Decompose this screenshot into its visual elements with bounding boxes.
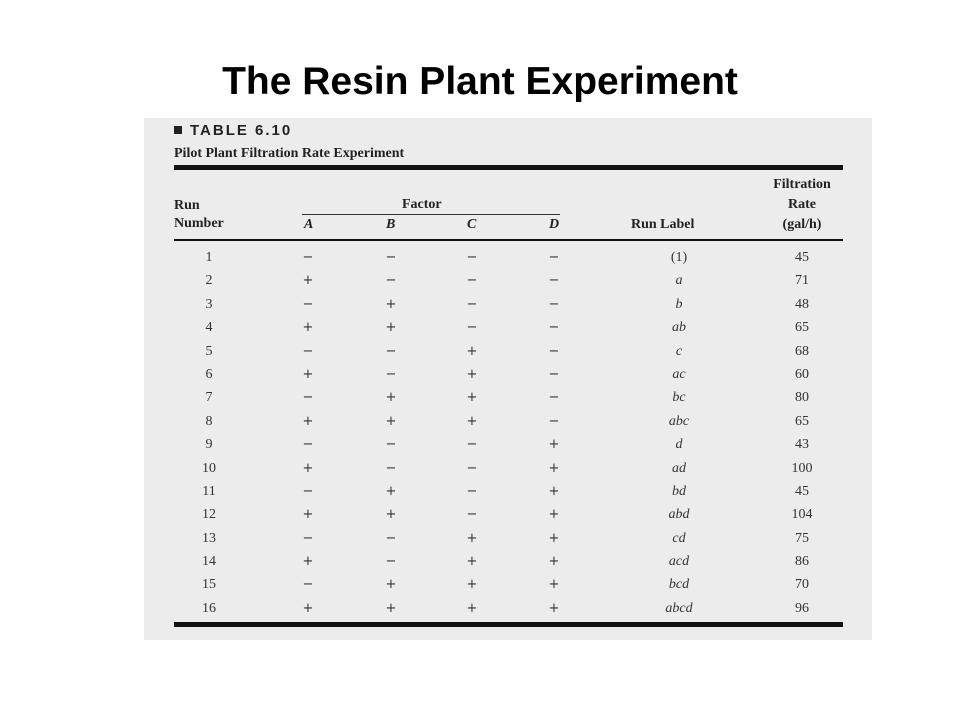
filtration-rate: 104 [791,507,813,523]
filtration-rate: 100 [791,460,813,476]
table-row [144,363,872,386]
table-row [144,457,872,480]
table-row [144,573,872,596]
filtration-rate: 43 [795,437,809,453]
filtration-rate: 68 [795,343,809,359]
bullet-square-icon [174,126,182,134]
factor-c-level: + [466,530,478,546]
run-label: b [675,296,683,312]
run-number: 10 [202,460,216,476]
factor-c-level: − [466,483,478,499]
filtration-rate: 45 [795,250,809,265]
filtration-rate: 86 [795,554,809,570]
run-number: 3 [205,296,213,312]
top-rule [174,165,843,170]
run-number: 6 [205,366,213,382]
table-row [144,410,872,433]
factor-d-level: − [548,343,560,359]
run-number: 16 [202,600,216,616]
factor-b-level: + [385,507,397,523]
table-row [144,340,872,363]
table-number-text: TABLE 6.10 [190,122,293,139]
factor-c-level: − [466,460,478,476]
factor-b-level: − [385,460,397,476]
factor-b-level: + [385,390,397,406]
factor-a-level: + [302,320,314,336]
factor-c-level: + [466,600,478,616]
run-number: 12 [202,507,216,523]
run-label: d [675,437,683,453]
factor-d-level: + [548,554,560,570]
factor-b-level: − [385,366,397,382]
factor-a-level: + [302,554,314,570]
factor-a-level: − [302,437,314,453]
table-number [174,122,292,139]
header-factor-c: C [467,217,477,232]
header-run-label: Run Label [631,217,695,232]
factor-c-level: + [466,413,478,429]
factor-d-level: + [548,530,560,546]
run-number: 14 [202,554,216,570]
filtration-rate: 65 [795,413,809,429]
factor-a-level: − [302,250,314,265]
factor-a-level: − [302,483,314,499]
factor-c-level: + [466,554,478,570]
factor-b-level: + [385,577,397,593]
run-label: bd [672,483,686,499]
factor-a-level: − [302,530,314,546]
run-label: abc [668,413,690,429]
table-row [144,293,872,316]
factor-d-level: − [548,320,560,336]
run-label: bcd [668,577,690,593]
header-factor: Factor [402,197,442,212]
run-number: 4 [205,320,213,336]
run-label: ab [672,320,686,336]
factor-d-level: − [548,390,560,406]
table-row [144,246,872,269]
table-row [144,503,872,526]
run-label: c [675,343,683,359]
run-label: abcd [665,600,693,616]
factor-a-level: + [302,413,314,429]
factor-b-level: − [385,437,397,453]
factor-a-level: − [302,390,314,406]
factor-d-level: + [548,507,560,523]
filtration-rate: 60 [795,366,809,382]
header-rate-line2: Rate [788,197,816,212]
filtration-rate: 80 [795,390,809,406]
header-factor-b: B [386,217,396,232]
run-label: acd [668,554,690,570]
factor-a-level: − [302,296,314,312]
table-row [144,386,872,409]
factor-c-level: − [466,437,478,453]
filtration-rate: 45 [795,483,809,499]
factor-d-level: − [548,250,560,265]
table-panel [144,118,872,640]
filtration-rate: 70 [795,577,809,593]
run-label: a [675,273,683,289]
factor-b-level: − [385,554,397,570]
header-run-line2: Number [174,216,224,231]
run-number: 9 [205,437,213,453]
factor-b-level: + [385,413,397,429]
run-number: 15 [202,577,216,593]
factor-d-level: − [548,273,560,289]
filtration-rate: 48 [795,296,809,312]
factor-a-level: + [302,366,314,382]
run-label: ad [672,460,686,476]
run-label: bc [672,390,686,406]
filtration-rate: 75 [795,530,809,546]
filtration-rate: 71 [795,273,809,289]
run-number: 7 [205,390,213,406]
run-number: 1 [205,250,213,265]
factor-a-level: + [302,273,314,289]
table-row [144,269,872,292]
run-number: 8 [205,413,213,429]
table-row [144,527,872,550]
header-factor-d: D [549,217,560,232]
run-number: 5 [205,343,213,359]
factor-d-level: − [548,366,560,382]
factor-d-level: + [548,483,560,499]
factor-c-level: − [466,273,478,289]
factor-c-level: − [466,250,478,265]
factor-c-level: − [466,507,478,523]
factor-b-level: − [385,250,397,265]
run-label: cd [672,530,686,546]
run-label: ac [672,366,686,382]
header-rate-line1: Filtration [773,177,831,192]
filtration-rate: 65 [795,320,809,336]
slide-title: The Resin Plant Experiment [222,60,738,103]
factor-d-level: − [548,413,560,429]
factor-a-level: + [302,600,314,616]
bottom-rule [174,622,843,627]
factor-b-level: + [385,296,397,312]
factor-b-level: − [385,343,397,359]
header-rate-line3: (gal/h) [782,217,822,232]
table-row [144,480,872,503]
factor-a-level: + [302,460,314,476]
factor-b-level: + [385,320,397,336]
table-body [144,246,872,620]
factor-b-level: − [385,273,397,289]
factor-d-level: + [548,577,560,593]
run-label: (1) [670,250,688,265]
run-number: 11 [202,483,216,499]
table-row [144,316,872,339]
factor-underline [302,214,560,215]
factor-c-level: + [466,577,478,593]
run-number: 2 [205,273,213,289]
factor-c-level: − [466,320,478,336]
header-factor-a: A [304,217,314,232]
factor-c-level: − [466,296,478,312]
filtration-rate: 96 [795,600,809,616]
header-run-line1: Run [174,198,200,213]
factor-b-level: + [385,600,397,616]
factor-d-level: + [548,437,560,453]
table-row [144,433,872,456]
factor-b-level: − [385,530,397,546]
factor-c-level: + [466,343,478,359]
table-row [144,550,872,573]
factor-d-level: + [548,460,560,476]
header-rule [174,239,843,241]
factor-b-level: + [385,483,397,499]
table-row [144,597,872,620]
run-number: 13 [202,530,216,546]
factor-a-level: + [302,507,314,523]
factor-d-level: + [548,600,560,616]
factor-d-level: − [548,296,560,312]
table-caption: Pilot Plant Filtration Rate Experiment [174,146,405,161]
factor-c-level: + [466,390,478,406]
factor-a-level: − [302,577,314,593]
run-label: abd [668,507,690,523]
factor-c-level: + [466,366,478,382]
factor-a-level: − [302,343,314,359]
